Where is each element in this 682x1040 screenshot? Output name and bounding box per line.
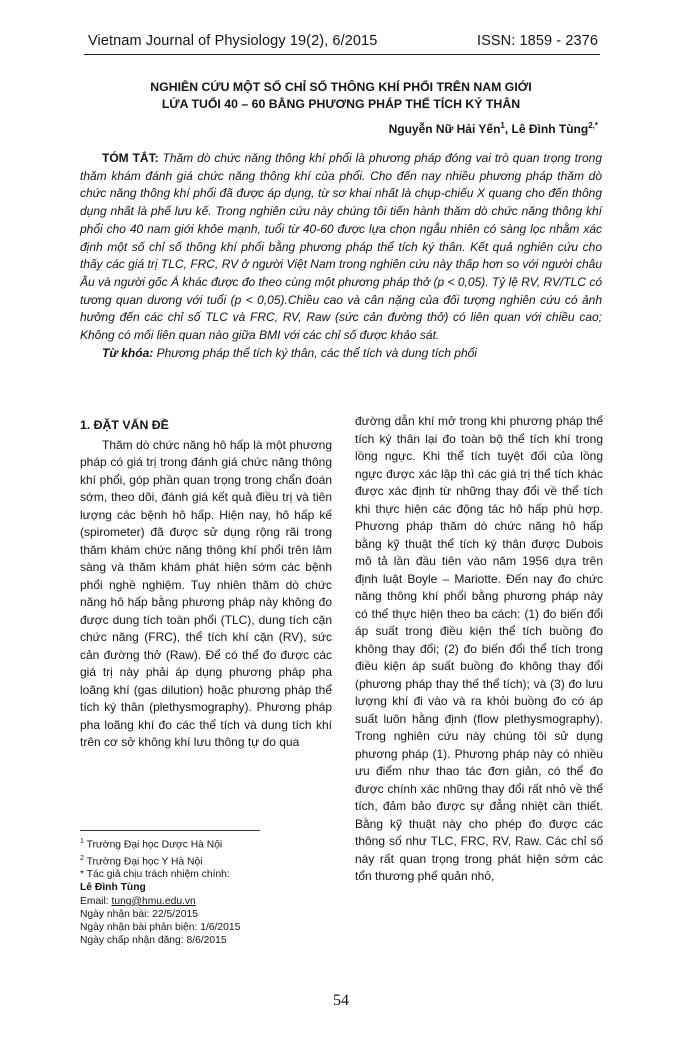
abstract-text: Thăm dò chức năng thông khí phổi là phương pháp đóng vai trò quan trọng trong thăm khám đánh giá chức năng thông khí của phổi. Cho đến nay nhiều phương pháp thăm dò chức năng thông khí phổi đã được áp dụng, từ sơ khai nhất là chụp-chiếu X quang cho đến thông dụng nhất là phế lưu kế. Trong nghiên cứu này chúng tôi tiến hành thăm dò chức năng thông khí phổi cho 40 nam giới khỏe mạnh, tuổi từ 40-60 được lựa chọn ngẫu nhiên có sàng lọc nhằm xác định một số chỉ số thông khí phổi bằng phương pháp thể tích ký thân. Kết quả nghiên cứu cho thấy các giá trị TLC, FRC, RV ở người Việt Nam trong nghiên cứu này thấp hơn so với người châu Âu và người gốc Á khác được đo theo cùng một phương pháp thở (p < 0,05). Tỷ lệ RV, RV/TLC có tương quan dương với tuổi (p < 0,05).Chiều cao và cân nặng của đối tượng nghiên cứu có ảnh hưởng đến các chỉ số TLC và FRC, RV, Raw (sức cản đường thở) có liên quan với chiều cao; Không có mối liên quan nào giữa BMI với các chỉ số được khảo sát.	[80, 151, 602, 343]
running-header	[88, 33, 598, 49]
email-link[interactable]: tung@hmu.edu.vn	[111, 895, 196, 907]
corresponding-note: * Tác giả chịu trách nhiệm chính:	[80, 869, 230, 881]
right-column	[355, 413, 603, 886]
author-2-affiliation: 2,*	[588, 121, 598, 130]
author-separator: ,	[504, 122, 512, 136]
body-paragraph-continued: đường dẫn khí mở trong khi phương pháp thể tích ký thân lại đo toàn bộ thể tích khí trong lồng ngực. Khi thể tích tuyệt đối của lồng ngực được xác lập thì các giá trị thể tích khác được xác định từ những thay đổi về thể tích khi thực hiện các động tác hô hấp phù hợp. Phương pháp thăm dò chức năng hô hấp bằng kỹ thuật thể tích ký thân được Dubois mô tả lần đầu tiên vào năm 1956 dựa trên định luật Boyle – Mariotte. Đến nay đo chức năng thông khí phổi bằng phương pháp này có thể thực hiện theo ba cách: (1) đo biến đổi áp suất trong điều kiện thể tích buồng đo không thay đổi; (2) đo biến đổi thể tích trong điều kiện áp suất buồng đo không thay đổi (phương pháp thay thế thể tích); và (3) đo lưu lượng khí đi vào và ra khỏi buồng đo có áp suất luôn hằng định (flow plethysmography). Trong nghiên cứu này chúng tôi sử dụng phương pháp (1). Phương pháp này có nhiều ưu điểm như thao tác đơn giản, có thể đo được chính xác những thay đổi rất nhỏ về thể tích, đảm bảo được sự đẳng nhiệt cần thiết. Bằng kỹ thuật này cho phép đo được các thông số như TLC, FRC, RV, Raw. Các chỉ số này rất quan trọng trong phát hiện sớm các tổn thương phế quản nhỏ,	[355, 414, 603, 883]
keywords: Phương pháp thể tích ký thân, các thể tích và dung tích phổi	[153, 345, 477, 360]
title-line-1: NGHIÊN CỨU MỘT SỐ CHỈ SỐ THÔNG KHÍ PHỔI TRÊN NAM GIỚI	[150, 80, 532, 94]
keywords-label: Từ khóa:	[102, 345, 154, 360]
author-1-affiliation: 1	[500, 121, 505, 130]
issn: ISSN: 1859 - 2376	[477, 33, 598, 49]
abstract	[80, 150, 602, 362]
section-heading: 1. ĐẶT VẤN ĐỀ	[80, 418, 169, 432]
page-number: 54	[333, 992, 349, 1009]
affiliation-1: $^1$ Trường Đại học Dược Hà Nội	[80, 838, 223, 851]
author-1: Nguyễn Nữ Hải Yến	[388, 122, 501, 136]
header-rule	[84, 54, 600, 55]
title-line-2: LỨA TUỔI 40 – 60 BẰNG PHƯƠNG PHÁP THỂ TÍCH KÝ THÂN	[161, 97, 521, 111]
email-line: Email: tung@hmu.edu.vn	[80, 895, 196, 907]
author-list	[389, 121, 598, 136]
body-paragraph: Thăm dò chức năng hô hấp là một phương pháp có giá trị trong đánh giá chức năng thông khí phổi, góp phần quan trọng trong chẩn đoán sớm, theo dõi, đánh giá kết quả điều trị và tiên lượng các bệnh hô hấp. Hiện nay, hô hấp kế (spirometer) đã được sử dụng rộng rãi trong thăm khám chức năng thông khí phổi trên lâm sàng và thăm khám phát hiện sớm các bệnh phổi nghề nghiệm. Tuy nhiên thăm dò chức năng hô hấp bằng phương pháp này không đo được dung tích toàn phổi (TLC), dung tích cặn chức năng (FRC), thể tích khí cặn (RV), sức cản đường thở (Raw). Để có thể đo được các giá trị này phải áp dụng phương pháp pha loãng khí (gas dilution) hoặc phương pháp thể tích ký thân (plethysmography). Phương pháp pha loãng khí đo các thể tích và dung tích khí trên cơ sở không khí lưu thông tự do qua	[80, 437, 332, 749]
left-column	[80, 417, 332, 752]
footnotes	[80, 835, 320, 947]
reviewed-date: Ngày nhận bài phản biện: 1/6/2015	[80, 922, 241, 934]
author-2: Lê Đình Tùng	[511, 122, 589, 136]
footnote-rule	[80, 830, 260, 831]
accepted-date: Ngày chấp nhận đăng: 8/6/2015	[80, 935, 227, 947]
corresponding-author: Lê Đình Tùng	[80, 882, 146, 894]
journal-name: Vietnam Journal of Physiology 19(2), 6/2015	[88, 33, 378, 49]
abstract-label: TÓM TẮT:	[102, 151, 159, 165]
article-title	[60, 79, 622, 113]
received-date: Ngày nhận bài: 22/5/2015	[80, 908, 198, 920]
affiliation-2: $^2$ Trường Đại học Y Hà Nội	[80, 854, 203, 868]
